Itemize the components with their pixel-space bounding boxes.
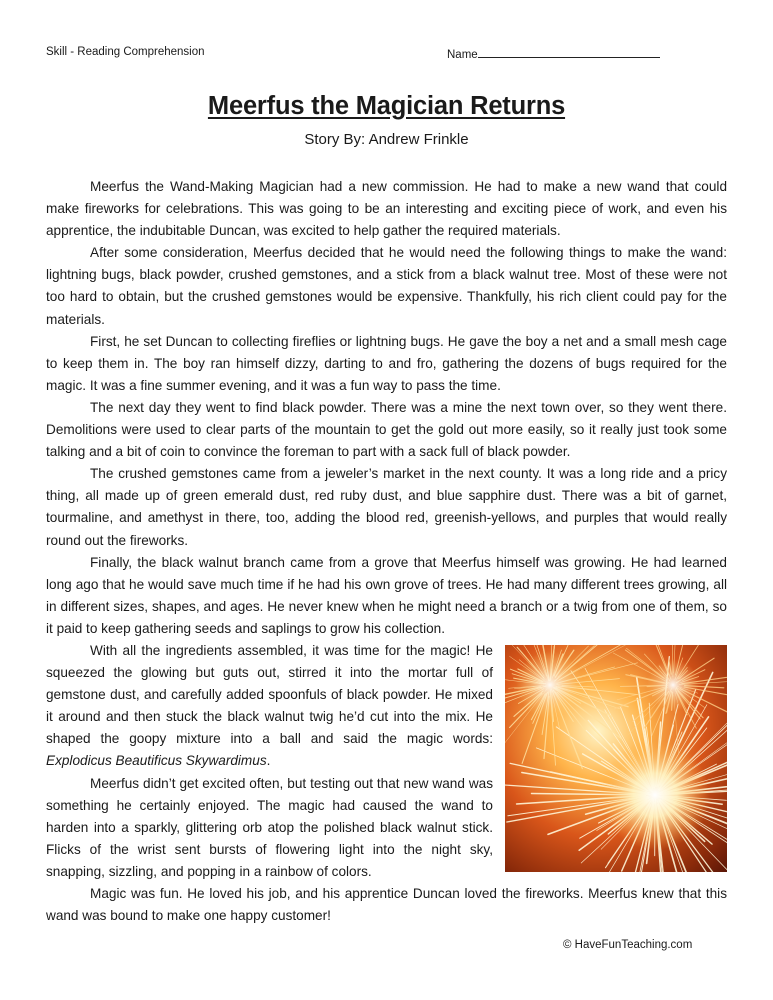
story-paragraph: First, he set Duncan to collecting fireflies or lightning bugs. He gave the boy a net and a small mesh cage to keep them in. The boy ran himself dizzy, darting to and fro, gathering the dozens of bugs required for the magic. It was a fine summer evening, and it was a fun way to pass the time. [46,333,727,393]
story-body [46,176,727,927]
name-field[interactable] [447,46,660,61]
magic-words: Explodicus Beautificus Skywardimus [46,753,267,769]
story-byline: Story By: Andrew Frinkle [304,131,469,148]
story-paragraph: Magic was fun. He loved his job, and his apprentice Duncan loved the fireworks. Meerfus knew that this wand was bound to make one happy customer! [46,886,727,924]
story-paragraph: The next day they went to find black powder. There was a mine the next town over, so they went there. Demolitions were used to clear parts of the mountain to get the gold out more easily, so it really just took some talking and a bit of coin to convince the foreman to part with a sack full of black powder. [46,399,727,460]
story-paragraph: Finally, the black walnut branch came from a grove that Meerfus himself was growing. He had learned long ago that he would save much time if he had his own grove of trees. He had many different trees growing, all in different sizes, shapes, and ages. He never knew when he might need a branch or a twig from one of them, so it paid to keep gathering seeds and saplings to grow his collection. [46,554,727,636]
name-label: Name [447,49,478,61]
story-paragraph: Meerfus the Wand-Making Magician had a new commission. He had to make a new wand that could make fireworks for celebrations. This was going to be an interesting and exciting piece of work, and even his apprentice, the indubitable Duncan, was excited to help gather the required materials. [46,179,727,239]
story-paragraph: The crushed gemstones came from a jeweler’s market in the next county. It was a long ride and a pricy thing, all made up of green emerald dust, red ruby dust, and blue sapphire dust. There was a bit of garnet, tourmaline, and amethyst in there, too, adding the blood red, greenish-yellows, and purples that would really round out the fireworks. [46,466,727,548]
paragraph-end: . [266,753,271,769]
paragraph-text: With all the ingredients assembled, it was time for the magic! He squeezed the glowing but guts out, stirred it into the mortar full of gemstone dust, and carefully added spoonfuls of black powder. He mixed it around and then stuck the black walnut twig he’d cut into the mix. He shaped the goopy mixture into a ball and said the magic words: [46,642,493,747]
fireworks-image [505,645,727,872]
name-blank-line[interactable] [478,46,660,58]
copyright-footer: © HaveFunTeaching.com [563,939,693,951]
story-paragraph: Meerfus didn’t get excited often, but testing out that new wand was something he certainly enjoyed. The magic had caused the wand to harden into a sparkly, glittering orb atop the polished black walnut stick. Flicks of the wrist sent bursts of flowering light into the night sky, snapping, sizzling, and popping in a rainbow of colors. [46,775,493,879]
story-title: Meerfus the Magician Returns [207,92,566,120]
skill-label: Skill - Reading Comprehension [46,46,205,58]
story-paragraph: After some consideration, Meerfus decided that he would need the following things to make the wand: lightning bugs, black powder, crushed gemstones, and a stick from a black walnut tree. Most of these were not too hard to obtain, but the crushed gemstones would be expensive. Thankfully, his rich client could pay for the materials. [46,245,727,327]
